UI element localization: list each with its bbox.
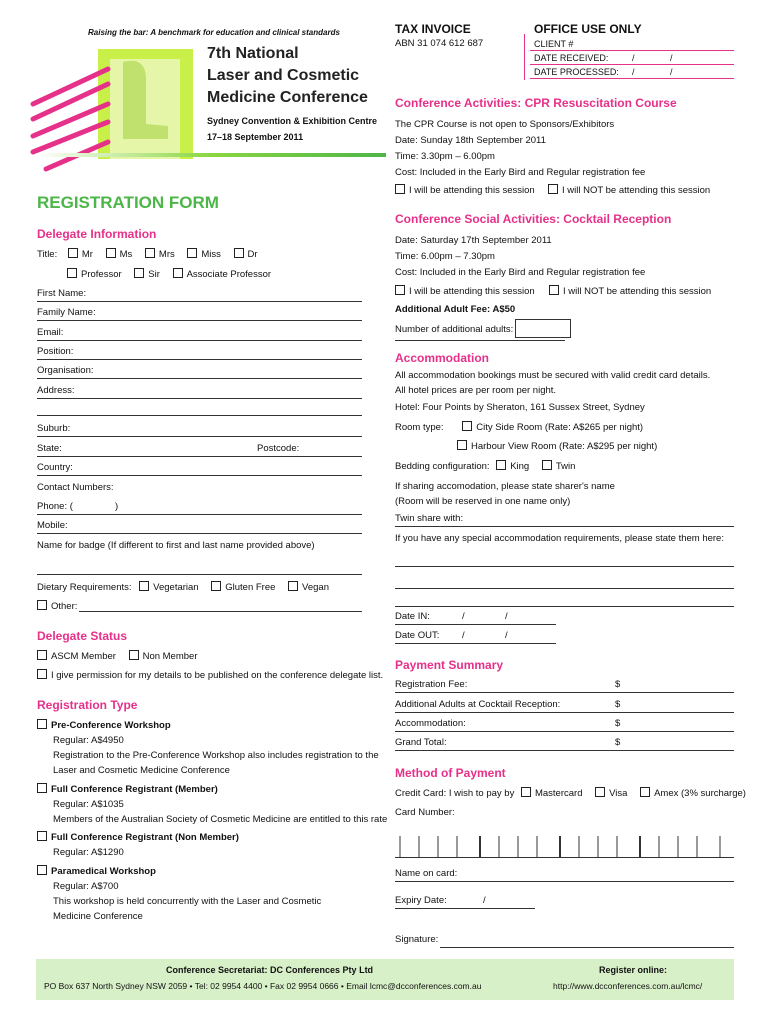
address-label: Address: (37, 385, 75, 396)
checkbox-non-member[interactable] (129, 650, 139, 660)
state-label: State: (37, 443, 62, 454)
social-details (395, 233, 645, 281)
room-type-row (395, 421, 643, 433)
special-requirements-label: If you have any special accommodation requirements, please state them here: (395, 533, 724, 544)
delegate-info-title: Delegate Information (37, 227, 157, 241)
hotel-text: Hotel: Four Points by Sheraton, 161 Sussex Street, Sydney (395, 402, 645, 413)
special-line-1[interactable] (395, 566, 734, 567)
conf-title-line-3: Medicine Conference (207, 89, 368, 106)
social-title: Conference Social Activities: Cocktail Reception (395, 212, 672, 226)
special-line-3[interactable] (395, 606, 734, 607)
tax-invoice-title: TAX INVOICE (395, 22, 471, 36)
label-miss: Miss (201, 249, 221, 260)
adults-fee-label: Additional Adults at Cocktail Reception: (395, 699, 561, 710)
checkbox-amex[interactable] (640, 787, 650, 797)
form-title: REGISTRATION FORM (37, 193, 219, 212)
label-ms: Ms (119, 249, 133, 260)
accom-fee-label: Accommodation: (395, 718, 466, 729)
label-permission: I give permission for my details to be published on the conference delegate list. (51, 670, 384, 681)
phone-close-paren: ) (115, 501, 119, 512)
checkbox-harbour-view-room[interactable] (457, 440, 467, 450)
date-out-slash-1: / (462, 630, 465, 641)
checkbox-miss[interactable] (187, 248, 197, 258)
label-cpr-attend: I will be attending this session (409, 185, 535, 196)
sharing-notes (395, 479, 615, 509)
accommodation-line-1: All accommodation bookings must be secured with valid credit card details. (395, 370, 711, 381)
expiry-date-field[interactable] (395, 895, 535, 906)
label-associate-professor: Associate Professor (186, 269, 272, 280)
dietary-label: Dietary Requirements: (37, 582, 132, 593)
social-not-attend-row (549, 285, 711, 297)
num-adults-label: Number of additional adults: (395, 324, 514, 335)
checkbox-associate-professor[interactable] (173, 268, 183, 278)
label-visa: Visa (609, 788, 628, 799)
twin-share-field[interactable] (395, 513, 734, 524)
paramedical-name: Paramedical Workshop (51, 866, 156, 877)
bedding-label: Bedding configuration: (395, 461, 490, 472)
label-social-not-attend: I will NOT be attending this session (563, 286, 712, 297)
mobile-label: Mobile: (37, 520, 68, 531)
email-label: Email: (37, 327, 64, 338)
label-mastercard: Mastercard (534, 788, 583, 799)
cpr-line-1: The CPR Course is not open to Sponsors/Exhibitors (395, 119, 615, 130)
adults-fee-currency: $ (615, 699, 621, 710)
label-king: King (510, 461, 530, 472)
preconference-line-3: Laser and Cosmetic Medicine Conference (53, 765, 230, 776)
social-attend-row (395, 285, 535, 297)
checkbox-ascm-member[interactable] (37, 650, 47, 660)
date-received-line[interactable] (530, 64, 734, 65)
membership-row (37, 650, 208, 662)
social-line-1: Date: Saturday 17th September 2011 (395, 235, 552, 246)
num-adults-row (395, 324, 513, 335)
mobile-field[interactable] (37, 520, 362, 531)
cpr-line-2: Date: Sunday 18th September 2011 (395, 135, 546, 146)
additional-adults-row[interactable] (395, 699, 734, 710)
organisation-field[interactable] (37, 365, 362, 376)
date-in-label: Date IN: (395, 611, 430, 622)
position-label: Position: (37, 346, 74, 357)
other-diet-line[interactable] (79, 611, 362, 612)
position-field[interactable] (37, 346, 362, 357)
badge-line[interactable] (37, 574, 362, 575)
date-out-label: Date OUT: (395, 630, 440, 641)
label-amex: Amex (3% surcharge) (654, 788, 746, 799)
first-name-label: First Name: (37, 288, 87, 299)
num-adults-underline (395, 340, 565, 341)
registration-fee-row[interactable] (395, 679, 734, 690)
label-harbour-view-room: Harbour View Room (Rate: A$295 per night) (471, 441, 658, 452)
checkbox-sir[interactable] (134, 268, 144, 278)
label-cpr-not-attend: I will NOT be attending this session (562, 185, 711, 196)
checkbox-cpr-attend[interactable] (395, 184, 405, 194)
grand-total-label: Grand Total: (395, 737, 447, 748)
cpr-line-3: Time: 3.30pm – 6.00pm (395, 151, 495, 162)
checkbox-social-attend[interactable] (395, 285, 405, 295)
credit-card-label: Credit Card: I wish to pay by (395, 788, 515, 799)
cpr-not-attend-row (548, 184, 710, 196)
label-dr: Dr (247, 249, 258, 260)
accommodation-line-2: All hotel prices are per room per night. (395, 385, 557, 396)
date-processed-line[interactable] (530, 78, 734, 79)
room-harbour-row (457, 440, 657, 452)
abn-text: ABN 31 074 612 687 (395, 38, 484, 49)
badge-label: Name for badge (If different to first and last name provided above) (37, 540, 315, 551)
checkbox-permission[interactable] (37, 669, 47, 679)
first-name-field[interactable] (37, 288, 362, 299)
cpr-attend-row (395, 184, 535, 196)
special-line-2[interactable] (395, 588, 734, 589)
checkbox-paramedical[interactable] (37, 865, 47, 875)
full-member-line-1: Regular: A$1035 (53, 799, 124, 810)
badge-field[interactable] (37, 540, 362, 551)
conf-title-line-1: 7th National (207, 45, 299, 62)
checkbox-dr[interactable] (234, 248, 244, 258)
payment-summary-title: Payment Summary (395, 658, 504, 672)
country-field[interactable] (37, 462, 362, 473)
checkbox-city-side-room[interactable] (462, 421, 472, 431)
name-on-card-field[interactable] (395, 868, 734, 879)
checkbox-social-not-attend[interactable] (549, 285, 559, 295)
checkbox-visa[interactable] (595, 787, 605, 797)
checkbox-twin[interactable] (542, 460, 552, 470)
other-diet-row[interactable] (37, 600, 362, 612)
full-non-member-name: Full Conference Registrant (Non Member) (51, 832, 239, 843)
office-use-title: OFFICE USE ONLY (534, 22, 642, 36)
phone-label: Phone: ( (37, 501, 73, 512)
checkbox-cpr-not-attend[interactable] (548, 184, 558, 194)
title-row-1 (37, 248, 268, 260)
label-sir: Sir (148, 269, 160, 280)
state-field[interactable] (37, 443, 362, 454)
expiry-label: Expiry Date: (395, 895, 447, 906)
country-label: Country: (37, 462, 73, 473)
venue-text: Sydney Convention & Exhibition Centre (207, 116, 378, 126)
client-line (530, 50, 734, 51)
checkbox-vegan[interactable] (288, 581, 298, 591)
suburb-label: Suburb: (37, 423, 71, 434)
title-label: Title: (37, 249, 58, 260)
full-member-name: Full Conference Registrant (Member) (51, 784, 218, 795)
date-received-label: DATE RECEIVED: (534, 53, 609, 63)
accom-fee-currency: $ (615, 718, 621, 729)
organisation-label: Organisation: (37, 365, 94, 376)
social-line-2: Time: 6.00pm – 7.30pm (395, 251, 495, 262)
family-name-label: Family Name: (37, 307, 96, 318)
social-line-3: Cost: Included in the Early Bird and Regular registration fee (395, 267, 646, 278)
label-gluten-free: Gluten Free (225, 582, 276, 593)
dietary-row (37, 581, 339, 593)
checkbox-gluten-free[interactable] (211, 581, 221, 591)
label-mr: Mr (81, 249, 93, 260)
reg-fee-label: Registration Fee: (395, 679, 468, 690)
room-type-label: Room type: (395, 422, 444, 433)
checkbox-ms[interactable] (106, 248, 116, 258)
checkbox-king[interactable] (496, 460, 506, 470)
twin-share-label: Twin share with: (395, 513, 464, 524)
delegate-status-title: Delegate Status (37, 629, 128, 643)
register-online-label: Register online: (599, 965, 668, 975)
full-non-member-line-1: Regular: A$1290 (53, 847, 124, 858)
label-mrs: Mrs (158, 249, 175, 260)
label-other-diet: Other: (51, 601, 78, 612)
label-city-side-room: City Side Room (Rate: A$265 per night) (476, 422, 644, 433)
contact-numbers-label-row (37, 482, 362, 493)
date-in-slash-2: / (505, 611, 508, 622)
reg-item-full-member (37, 782, 387, 827)
checkbox-preconference-workshop[interactable] (37, 719, 47, 729)
card-number-label: Card Number: (395, 807, 455, 818)
signature-label: Signature: (395, 934, 439, 945)
cpr-line-4: Cost: Included in the Early Bird and Regular registration fee (395, 167, 646, 178)
accommodation-notes (395, 368, 710, 398)
grand-total-currency: $ (615, 737, 621, 748)
client-label: CLIENT # (534, 39, 574, 49)
label-vegan: Vegan (302, 582, 329, 593)
register-online-url[interactable]: http://www.dcconferences.com.au/lcmc/ (553, 981, 703, 991)
date-processed-slash-1: / (632, 67, 635, 77)
label-professor: Professor (81, 269, 122, 280)
registration-type-title: Registration Type (37, 698, 138, 712)
footer-bar (36, 959, 734, 1000)
reg-item-preconference (37, 718, 379, 778)
date-out-field[interactable] (395, 630, 556, 641)
credit-card-row (395, 787, 756, 799)
reg-fee-currency: $ (615, 679, 621, 690)
cpr-title: Conference Activities: CPR Resuscitation Course (395, 96, 677, 110)
num-adults-input[interactable] (515, 319, 571, 338)
checkbox-full-non-member[interactable] (37, 831, 47, 841)
preconference-line-2: Registration to the Pre-Conference Workshop also includes registration to the (53, 750, 379, 761)
secretariat-address: PO Box 637 North Sydney NSW 2059 • Tel: 02 9954 4400 • Fax 02 9954 0666 • Email lcmc@dcconferences.com.au (44, 981, 482, 991)
label-twin: Twin (555, 461, 576, 472)
checkbox-mr[interactable] (68, 248, 78, 258)
preconference-line-1: Regular: A$4950 (53, 735, 124, 746)
date-received-slash-2: / (670, 53, 673, 63)
conference-title (207, 43, 368, 109)
conf-title-line-2: Laser and Cosmetic (207, 67, 360, 84)
contact-numbers-label: Contact Numbers: (37, 482, 114, 493)
secretariat-text: Conference Secretariat: DC Conferences Pty Ltd (166, 965, 374, 975)
sharing-line-2: (Room will be reserved in one name only) (395, 496, 571, 507)
paramedical-line-1: Regular: A$700 (53, 881, 119, 892)
grand-total-row[interactable] (395, 737, 734, 748)
label-non-member: Non Member (142, 651, 198, 662)
address-field[interactable] (37, 385, 362, 396)
paramedical-line-3: Medicine Conference (53, 911, 143, 922)
reg-item-full-non-member (37, 830, 239, 860)
cpr-details (395, 117, 645, 181)
suburb-field[interactable] (37, 423, 362, 434)
email-field[interactable] (37, 327, 362, 338)
checkbox-other-diet[interactable] (37, 600, 47, 610)
paramedical-line-2: This workshop is held concurrently with the Laser and Cosmetic (53, 896, 322, 907)
card-number-dividers (395, 834, 734, 858)
signature-field[interactable] (395, 934, 734, 945)
checkbox-mrs[interactable] (145, 248, 155, 258)
permission-row (37, 669, 383, 681)
full-member-line-2: Members of the Australian Society of Cosmetic Medicine are entitled to this rate (53, 814, 388, 825)
checkbox-vegetarian[interactable] (139, 581, 149, 591)
adult-fee-text: Additional Adult Fee: A$50 (395, 304, 516, 315)
checkbox-mastercard[interactable] (521, 787, 531, 797)
card-number-boxes[interactable] (395, 834, 734, 858)
checkbox-professor[interactable] (67, 268, 77, 278)
name-on-card-label: Name on card: (395, 868, 458, 879)
date-processed-slash-2: / (670, 67, 673, 77)
method-payment-title: Method of Payment (395, 766, 506, 780)
date-in-field[interactable] (395, 611, 556, 622)
postcode-label: Postcode: (257, 443, 300, 454)
title-row-2 (67, 268, 281, 280)
phone-field[interactable] (37, 501, 362, 512)
expiry-slash: / (483, 895, 486, 906)
reg-item-paramedical (37, 864, 321, 924)
bedding-row (395, 460, 585, 472)
label-vegetarian: Vegetarian (153, 582, 199, 593)
dates-text: 17–18 September 2011 (207, 132, 304, 142)
date-in-slash-1: / (462, 611, 465, 622)
date-received-slash-1: / (632, 53, 635, 63)
date-processed-label: DATE PROCESSED: (534, 67, 619, 77)
sharing-line-1: If sharing accomodation, please state sharer's name (395, 481, 615, 492)
preconference-name: Pre-Conference Workshop (51, 720, 171, 731)
accommodation-title: Accommodation (395, 351, 490, 365)
address-line-2[interactable] (37, 415, 362, 416)
date-out-slash-2: / (505, 630, 508, 641)
label-social-attend: I will be attending this session (409, 286, 535, 297)
header-tagline: Raising the bar: A benchmark for education and clinical standards (88, 28, 340, 37)
family-name-field[interactable] (37, 307, 362, 318)
green-divider (36, 153, 386, 157)
checkbox-full-member[interactable] (37, 783, 47, 793)
label-ascm-member: ASCM Member (51, 651, 116, 662)
accommodation-fee-row[interactable] (395, 718, 734, 729)
